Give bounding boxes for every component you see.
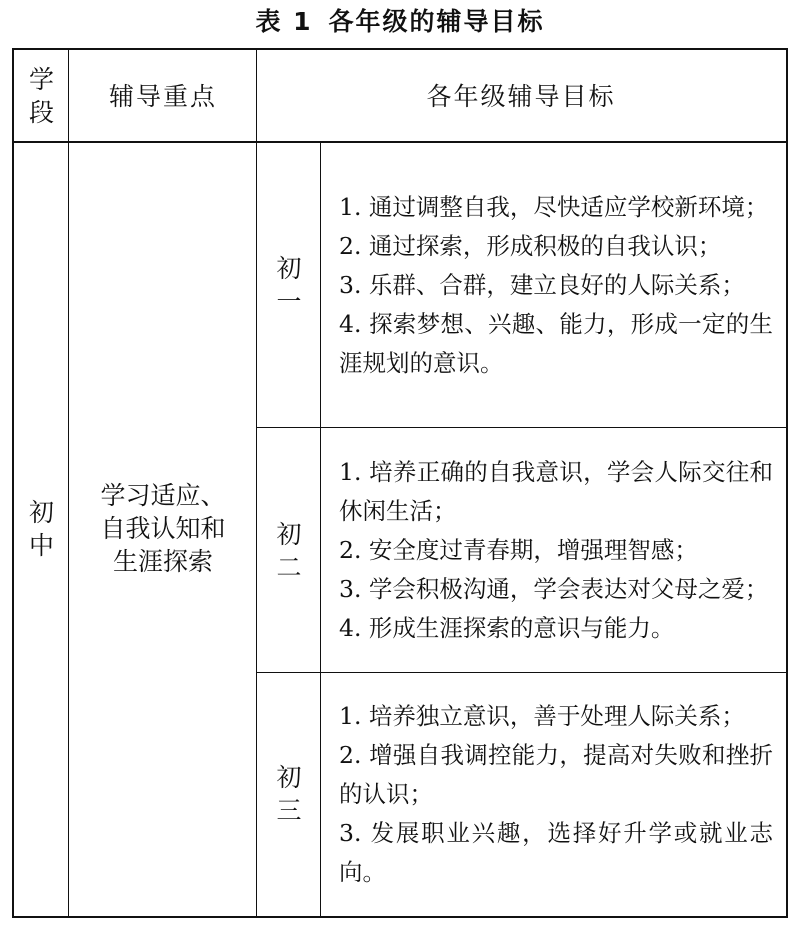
table-caption: 各年级的辅导目标	[328, 7, 545, 36]
grade-goals-3	[321, 673, 785, 915]
goal-item: 2. 通过探索，形成积极的自我认识；	[339, 231, 722, 260]
goal-item: 2. 增强自我调控能力，提高对失败和挫折的认识；	[339, 740, 773, 808]
focus-cell: 学习适应、 自我认知和 生涯探索	[100, 481, 226, 576]
table-title	[0, 4, 800, 40]
goal-item: 4. 探索梦想、兴趣、能力，形成一定的生涯规划的意识。	[339, 309, 773, 377]
grade-label-2: 初 二	[276, 519, 302, 582]
goal-item: 3. 学会积极沟通，学会表达对父母之爱；	[339, 575, 769, 603]
grade-goals-2	[321, 428, 785, 673]
goal-item: 3. 乐群、合群，建立良好的人际关系；	[339, 270, 745, 299]
goals-table	[12, 48, 788, 918]
header-goals: 各年级辅导目标	[426, 81, 616, 111]
goal-item: 3. 发展职业兴趣，选择好升学或就业志向。	[339, 818, 773, 886]
header-focus: 辅导重点	[108, 81, 217, 111]
grade-label-3: 初 三	[276, 763, 302, 825]
goal-item: 4. 形成生涯探索的意识与能力。	[339, 614, 675, 642]
goal-item: 2. 安全度过青春期，增强理智感；	[339, 536, 698, 564]
table-number: 表 1	[255, 7, 313, 36]
grade-label-1: 初 一	[276, 254, 302, 316]
grade-goals-1	[321, 142, 785, 428]
stage-cell: 初 中	[28, 497, 54, 560]
goal-item: 1. 通过调整自我，尽快适应学校新环境；	[339, 192, 769, 221]
header-stage: 学 段	[28, 65, 54, 127]
goal-item: 1. 培养独立意识，善于处理人际关系；	[339, 701, 745, 730]
goal-item: 1. 培养正确的自我意识，学会人际交往和休闲生活；	[339, 458, 773, 525]
